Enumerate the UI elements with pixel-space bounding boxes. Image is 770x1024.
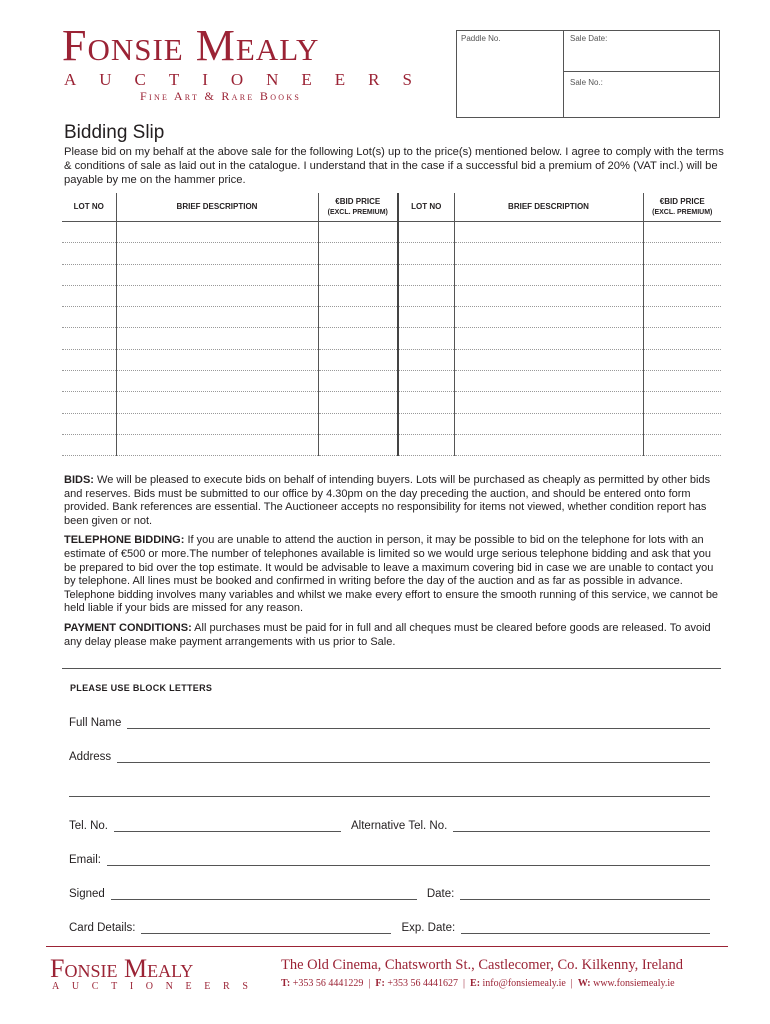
bid-table (62, 193, 721, 456)
footer-web-link[interactable]: www.fonsiemealy.ie (590, 978, 675, 989)
bid-cell[interactable] (398, 222, 454, 243)
bid-row[interactable] (62, 349, 721, 370)
exp-date-field[interactable] (461, 921, 710, 934)
bid-cell[interactable] (318, 392, 398, 413)
footer-contact: T: +353 56 4441229 | F: +353 56 4441627 | E: info@fonsiemealy.ie | W: www.fonsiemealy.ie (281, 978, 675, 989)
bid-cell[interactable] (454, 328, 643, 349)
bid-cell[interactable] (398, 371, 454, 392)
tel-field[interactable] (114, 819, 341, 832)
address-row[interactable]: Address (69, 750, 710, 763)
bid-cell[interactable] (398, 307, 454, 328)
intro-text: Please bid on my behalf at the above sale for the following Lot(s) up to the price(s) mentioned below. I agree to comply with the terms & conditions of sale as laid out in the catalogue. I understand that in the case if a successful bid a premium of 20% (VAT incl.) will be payable by me on the hammer price. (64, 146, 724, 186)
sale-date-field[interactable]: Sale Date: (570, 34, 608, 43)
lot-no-header-2: LOT NO (398, 193, 454, 222)
tel-row[interactable]: Tel. No. Alternative Tel. No. (69, 819, 710, 832)
page-title: Bidding Slip (64, 122, 165, 143)
lot-no-header: LOT NO (62, 193, 116, 222)
bid-cell[interactable] (643, 434, 721, 455)
bid-row[interactable] (62, 222, 721, 243)
bid-cell[interactable] (116, 307, 318, 328)
footer-email-link[interactable]: info@fonsiemealy.ie (480, 978, 566, 989)
bid-cell[interactable] (454, 371, 643, 392)
bid-cell[interactable] (318, 307, 398, 328)
terms-section (64, 474, 720, 655)
bid-cell[interactable] (318, 413, 398, 434)
bid-cell[interactable] (318, 222, 398, 243)
bid-cell[interactable] (454, 307, 643, 328)
bid-cell[interactable] (62, 434, 116, 455)
brand-logo: Fonsie Mealy (62, 21, 320, 70)
email-field[interactable] (107, 853, 710, 866)
footer-phone[interactable]: +353 56 4441229 (290, 978, 364, 989)
bid-cell[interactable] (62, 243, 116, 264)
bid-cell[interactable] (643, 307, 721, 328)
bid-cell[interactable] (454, 349, 643, 370)
bid-cell[interactable] (643, 222, 721, 243)
signature-field[interactable] (111, 887, 417, 900)
footer-divider (46, 946, 728, 947)
bid-cell[interactable] (398, 328, 454, 349)
bid-cell[interactable] (62, 328, 116, 349)
bid-cell[interactable] (116, 434, 318, 455)
bid-cell[interactable] (398, 392, 454, 413)
bid-cell[interactable] (116, 243, 318, 264)
bid-cell[interactable] (454, 413, 643, 434)
bid-cell[interactable] (454, 285, 643, 306)
bid-cell[interactable] (116, 285, 318, 306)
paddle-no-field[interactable]: Paddle No. (461, 34, 501, 43)
bid-cell[interactable] (62, 349, 116, 370)
bid-row[interactable] (62, 392, 721, 413)
bid-cell[interactable] (398, 285, 454, 306)
bid-cell[interactable] (62, 392, 116, 413)
footer-address: The Old Cinema, Chatsworth St., Castlecomer, Co. Kilkenny, Ireland (281, 957, 683, 973)
bid-cell[interactable] (398, 434, 454, 455)
bid-cell[interactable] (643, 349, 721, 370)
bid-row[interactable] (62, 413, 721, 434)
card-details-field[interactable] (141, 921, 391, 934)
footer-logo-auctioneers: A U C T I O N E E R S (52, 981, 248, 992)
bid-cell[interactable] (643, 328, 721, 349)
footer-logo: Fonsie Mealy (50, 954, 194, 983)
bid-cell[interactable] (318, 328, 398, 349)
bid-price-header: €BID PRICE (EXCL. PREMIUM) (318, 193, 398, 222)
bid-cell[interactable] (62, 264, 116, 285)
bid-cell[interactable] (643, 285, 721, 306)
description-header: BRIEF DESCRIPTION (116, 193, 318, 222)
brand-tagline: Fine Art & Rare Books (140, 89, 302, 103)
bid-cell[interactable] (116, 222, 318, 243)
bid-cell[interactable] (398, 349, 454, 370)
telephone-terms: TELEPHONE BIDDING: If you are unable to attend the auction in person, it may be possible to bid on the telephone for lots with an estimate of €500 or more.The number of telephones available is limited so we would urge serious telephone bidding and ask that you be prepared to bid over the top estimate. It would be advisable to leave a maximum covering bid in case we are unable to contact you by telephone. All lines must be booked and confirmed in writing before the day of the auction and as far as possible in advance. Telephone bidding involves many variables and whilst we make every effort to ensure the smooth running of this service, we cannot be held liable if your bids are missed for any reason. (64, 534, 719, 615)
bid-cell[interactable] (116, 413, 318, 434)
bid-cell[interactable] (116, 264, 318, 285)
bid-row[interactable] (62, 264, 721, 285)
bid-cell[interactable] (398, 264, 454, 285)
bid-cell[interactable] (318, 243, 398, 264)
address-field-2[interactable] (69, 784, 710, 797)
bid-cell[interactable] (62, 413, 116, 434)
bid-cell[interactable] (62, 371, 116, 392)
bid-cell[interactable] (643, 243, 721, 264)
sale-no-field[interactable]: Sale No.: (570, 78, 603, 87)
bid-cell[interactable] (398, 243, 454, 264)
bid-cell[interactable] (62, 222, 116, 243)
bid-cell[interactable] (62, 307, 116, 328)
bid-cell[interactable] (62, 285, 116, 306)
bid-cell[interactable] (116, 392, 318, 413)
bid-row[interactable] (62, 243, 721, 264)
signed-row[interactable]: Signed Date: (69, 887, 710, 900)
bid-cell[interactable] (454, 392, 643, 413)
bid-cell[interactable] (398, 413, 454, 434)
address-row-2[interactable] (69, 784, 710, 797)
full-name-row[interactable]: Full Name (69, 716, 710, 729)
card-row[interactable]: Card Details: Exp. Date: (69, 921, 710, 934)
bid-cell[interactable] (454, 264, 643, 285)
bid-cell[interactable] (318, 264, 398, 285)
bid-row[interactable] (62, 285, 721, 306)
divider (62, 668, 721, 669)
bid-cell[interactable] (454, 222, 643, 243)
bid-row[interactable] (62, 371, 721, 392)
payment-terms: PAYMENT CONDITIONS: All purchases must be paid for in full and all cheques must be cleared before goods are released. To avoid any delay please make payment arrangements with us prior to Sale. (64, 621, 711, 648)
alt-tel-field[interactable] (453, 819, 710, 832)
email-row[interactable]: Email: (69, 853, 710, 866)
bid-cell[interactable] (116, 371, 318, 392)
bid-price-header-2: €BID PRICE (EXCL. PREMIUM) (643, 193, 721, 222)
bid-cell[interactable] (643, 413, 721, 434)
bid-cell[interactable] (116, 328, 318, 349)
date-field[interactable] (460, 887, 710, 900)
bid-cell[interactable] (643, 371, 721, 392)
footer-fax: +353 56 4441627 (384, 978, 459, 989)
bid-cell[interactable] (318, 434, 398, 455)
bid-cell[interactable] (643, 392, 721, 413)
bid-row[interactable] (62, 328, 721, 349)
bid-row[interactable] (62, 307, 721, 328)
bids-terms: BIDS: We will be pleased to execute bids on behalf of intending buyers. Lots will be purchased as cheaply as permitted by other bids and reserves. Bids must be submitted to our office by 4.30pm on the day preceding the auction, and should be entered onto form provided. Bank references are essential. The Auctioneer accepts no responsibility for items not viewed, whether condition report has been given or not. (64, 474, 711, 527)
bid-cell[interactable] (454, 243, 643, 264)
bid-row[interactable] (62, 434, 721, 455)
bid-cell[interactable] (454, 434, 643, 455)
bid-cell[interactable] (643, 264, 721, 285)
description-header-2: BRIEF DESCRIPTION (454, 193, 643, 222)
address-field[interactable] (117, 750, 710, 763)
full-name-field[interactable] (127, 716, 710, 729)
bid-cell[interactable] (116, 349, 318, 370)
bid-cell[interactable] (318, 349, 398, 370)
bid-cell[interactable] (318, 285, 398, 306)
brand-logo-auctioneers: A U C T I O N E E R S (64, 70, 412, 89)
sale-info-box (456, 30, 720, 118)
block-letters-note: PLEASE USE BLOCK LETTERS (70, 683, 213, 693)
bid-cell[interactable] (318, 371, 398, 392)
